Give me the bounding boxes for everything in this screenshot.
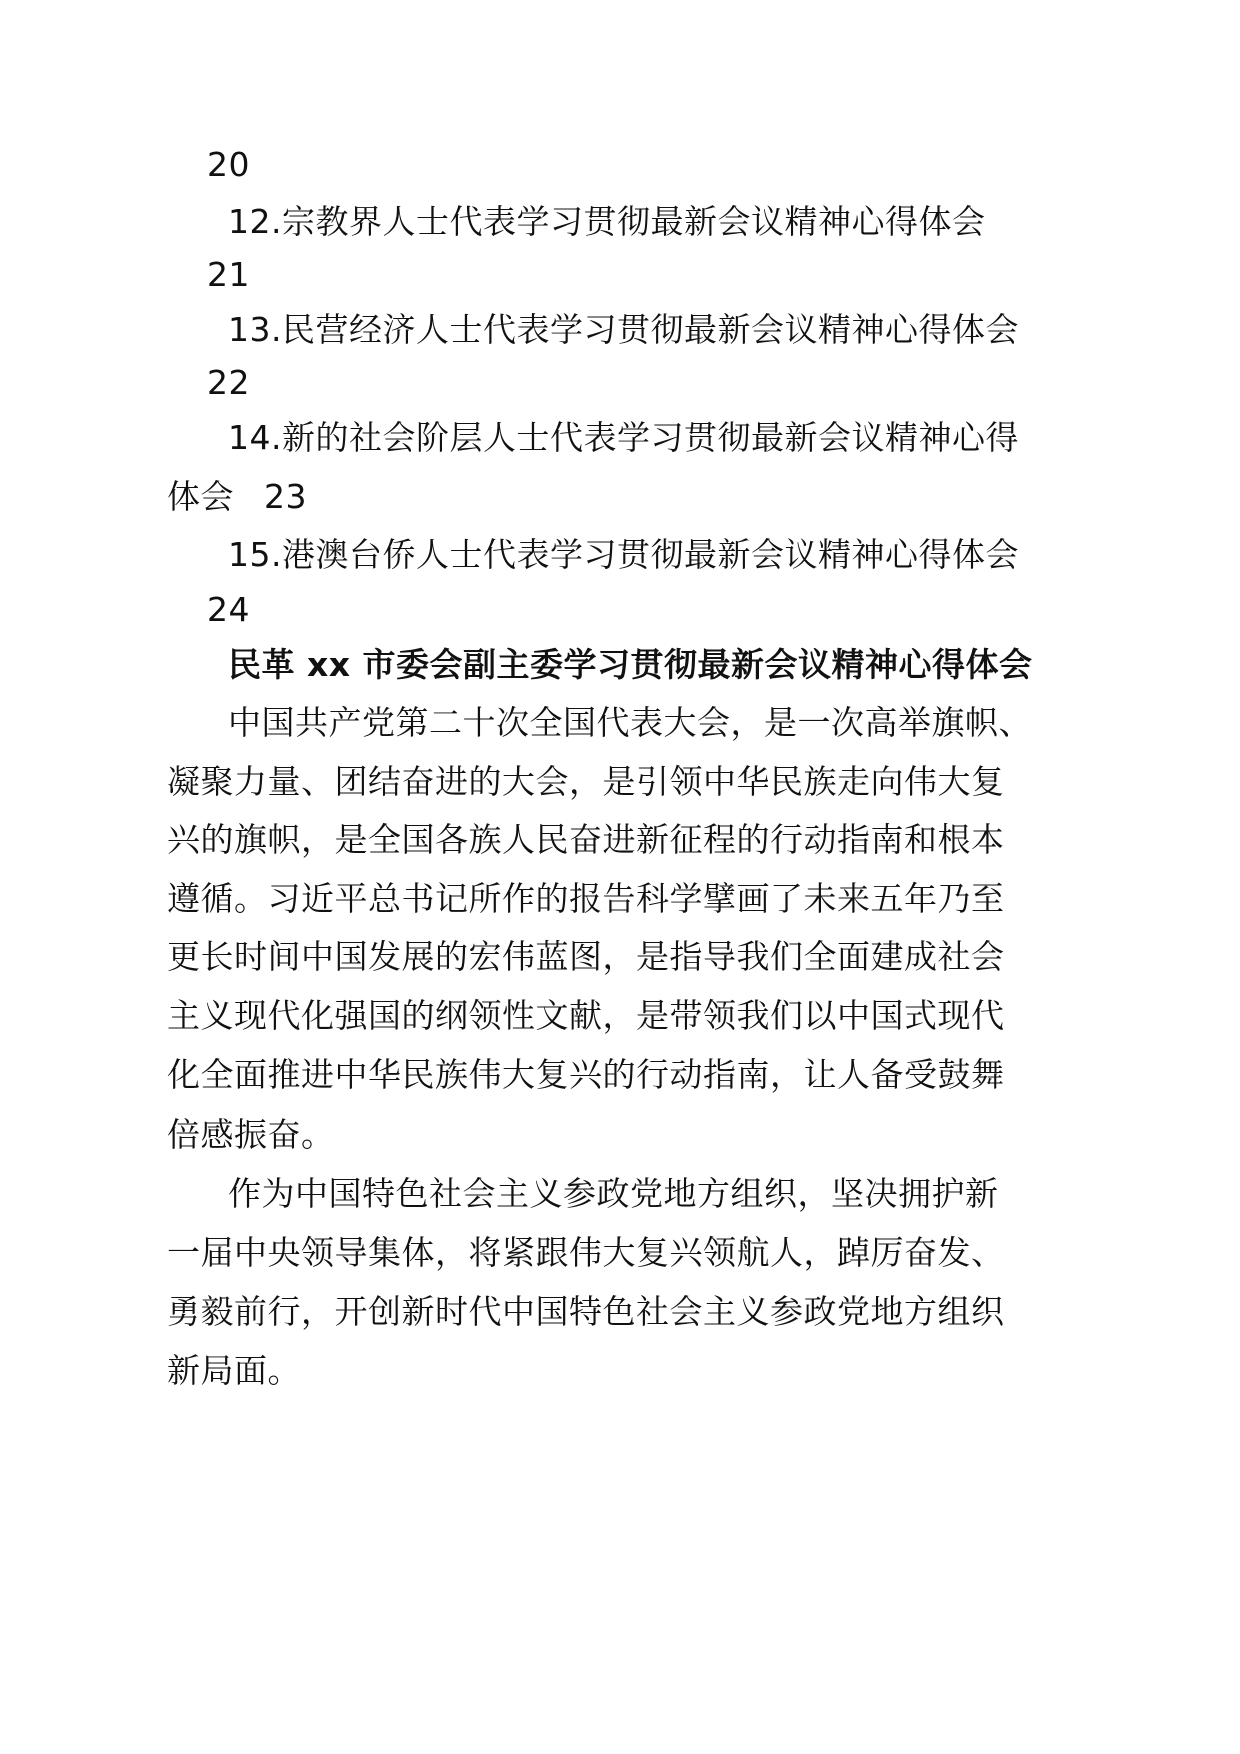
toc-entry-title: 15.港澳台侨人士代表学习贯彻最新会议精神心得体会 [228,535,1019,574]
toc-page-number: 20 [207,145,250,184]
toc-page-number: 23 [264,477,307,516]
paragraph-line: 勇毅前行，开创新时代中国特色社会主义参政党地方组织 [167,1292,1005,1331]
toc-page-number: 22 [207,363,250,402]
paragraph-line: 作为中国特色社会主义参政党地方组织，坚决拥护新 [228,1174,999,1213]
paragraph-line: 主义现代化强国的纲领性文献，是带领我们以中国式现代 [167,996,1005,1035]
paragraph-line: 新局面。 [167,1351,301,1390]
paragraph-line: 一届中央领导集体，将紧跟伟大复兴领航人，踔厉奋发、 [167,1233,1005,1272]
toc-entry-title: 14.新的社会阶层人士代表学习贯彻最新会议精神心得 [228,418,1019,457]
toc-entry-title-continued [167,477,307,517]
toc-page-number: 21 [207,255,250,294]
paragraph-line: 倍感振奋。 [167,1115,335,1154]
paragraph-line: 凝聚力量、团结奋进的大会，是引领中华民族走向伟大复 [167,762,1005,801]
toc-entry-title: 12.宗教界人士代表学习贯彻最新会议精神心得体会 [228,202,986,241]
toc-entry-title-tail: 体会 [167,477,234,516]
paragraph-line: 兴的旗帜，是全国各族人民奋进新征程的行动指南和根本 [167,820,1005,859]
toc-page-number: 24 [207,590,250,629]
paragraph-line: 遵循。习近平总书记所作的报告科学擘画了未来五年乃至 [167,879,1005,918]
article-heading: 民革 xx 市委会副主委学习贯彻最新会议精神心得体会 [228,645,1033,684]
paragraph-line: 更长时间中国发展的宏伟蓝图，是指导我们全面建成社会 [167,937,1005,976]
toc-entry-title: 13.民营经济人士代表学习贯彻最新会议精神心得体会 [228,310,1019,349]
paragraph-line: 化全面推进中华民族伟大复兴的行动指南，让人备受鼓舞 [167,1055,1005,1094]
paragraph-line: 中国共产党第二十次全国代表大会，是一次高举旗帜、 [228,703,1032,742]
